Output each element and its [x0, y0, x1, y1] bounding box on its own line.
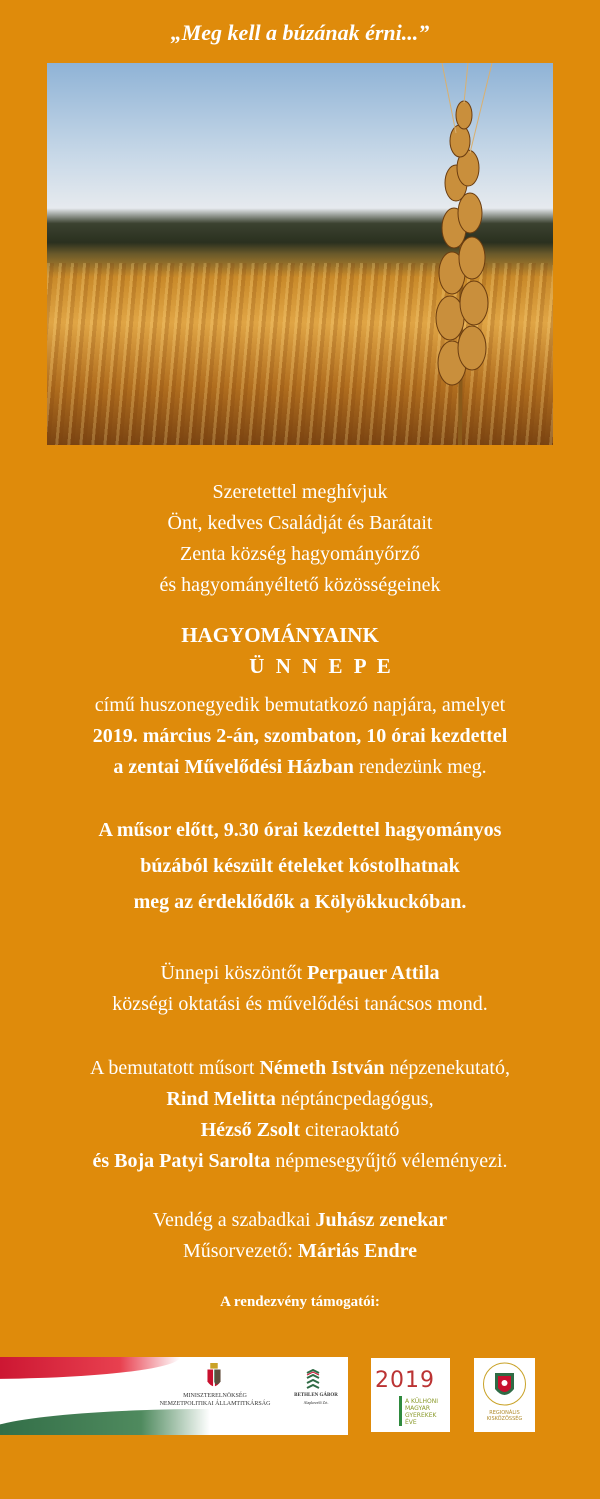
greeting-title: községi oktatási és művelődési tanácsos mond. [112, 993, 488, 1015]
bethlen-sub: Alapkezelő Zrt. [303, 1399, 329, 1405]
invitation-intro [0, 477, 600, 601]
event-venue: a zentai Művelődési Házban [113, 756, 354, 778]
reviewer-role: népmesegyűjtő véleményezi. [270, 1150, 508, 1172]
intro-line: Szeretettel meghívjuk [212, 481, 388, 503]
reviewer-name: Hézső Zsolt [200, 1119, 301, 1141]
intro-line: Önt, kedves Családját és Barátait [167, 512, 433, 534]
gov-text [120, 1393, 310, 1409]
hungarian-coat-of-arms-icon [206, 1363, 222, 1391]
reviewer-role: citeraoktató [300, 1119, 400, 1141]
tasting-line: meg az érdeklődők a Kölyökkuckóban. [133, 891, 467, 913]
host-text: Műsorvezető: [182, 1240, 298, 1262]
event-name-line1: HAGYOMÁNYAINK [181, 623, 379, 647]
guest-host [0, 1205, 600, 1267]
event-name-line2: Ü N N E P E [249, 654, 391, 678]
logo-text: A KÜLHONI MAGYAR GYEREKEK ÉVE [405, 1398, 439, 1426]
logo-year: 2019 [375, 1368, 435, 1393]
reviewer-name: és Boja Patyi Sarolta [92, 1150, 271, 1172]
bethlen-logo-icon [306, 1369, 320, 1391]
reviewer-line [0, 1084, 600, 1115]
details-line: című huszonegyedik bemutatkozó napjára, amelyet [94, 694, 506, 716]
guest-text: Vendég a szabadkai [152, 1209, 316, 1231]
bethlen-text [293, 1393, 339, 1405]
event-date: 2019. március 2-án, szombaton, 10 órai kezdettel [92, 725, 508, 747]
reviewer-line [0, 1115, 600, 1146]
reviewers [0, 1053, 600, 1177]
sponsors-label: A rendezvény támogatói: [220, 1294, 380, 1310]
host-name: Máriás Endre [297, 1240, 418, 1262]
reviewer-line [0, 1053, 600, 1084]
guest-band: Juhász zenekar [315, 1209, 448, 1231]
event-details [0, 690, 600, 783]
bethlen-name: BETHLEN GÁBOR [294, 1393, 338, 1398]
event-name [0, 620, 600, 682]
reviewer-prefix: A bemutatott műsort [90, 1057, 260, 1079]
gov-line2: NEMZETPOLITIKAI ÁLLAMTITKÁRSÁG [159, 1400, 271, 1407]
reviewer-role: népzenekutató, [384, 1057, 510, 1079]
page-title: „Meg kell a búzának érni...” [170, 20, 430, 45]
intro-line: és hagyományéltető közösségeinek [159, 574, 441, 596]
tasting-line: A műsor előtt, 9.30 órai kezdettel hagyományos [98, 819, 502, 841]
reviewer-name: Németh István [259, 1057, 385, 1079]
intro-line: Zenta község hagyományőrző [180, 543, 420, 565]
tasting-line: búzából készült ételeket kóstolhatnak [140, 855, 460, 877]
greeting-speaker: Perpauer Attila [307, 962, 440, 984]
details-text: rendezünk meg. [353, 756, 487, 778]
government-logo [0, 1357, 348, 1435]
reviewer-line [0, 1146, 600, 1177]
reviewer-name: Rind Melitta [166, 1088, 276, 1110]
greeting-text: Ünnepi köszöntőt [160, 962, 308, 984]
tasting-info [0, 812, 600, 920]
council-text: REGIONÁLIS KISKÖZÖSSÉG [486, 1410, 523, 1422]
sponsor-logos [0, 1357, 600, 1435]
council-seal-icon [479, 1361, 530, 1407]
greeting [0, 958, 600, 1020]
kulhoni-year-logo [371, 1358, 450, 1432]
reviewer-role: néptáncpedagógus, [275, 1088, 434, 1110]
gov-line1: MINISZTERELNÖKSÉG [183, 1393, 247, 1399]
wheat-ear-image [412, 63, 502, 445]
wheat-field-photo [47, 63, 553, 445]
council-seal-logo [474, 1358, 535, 1432]
